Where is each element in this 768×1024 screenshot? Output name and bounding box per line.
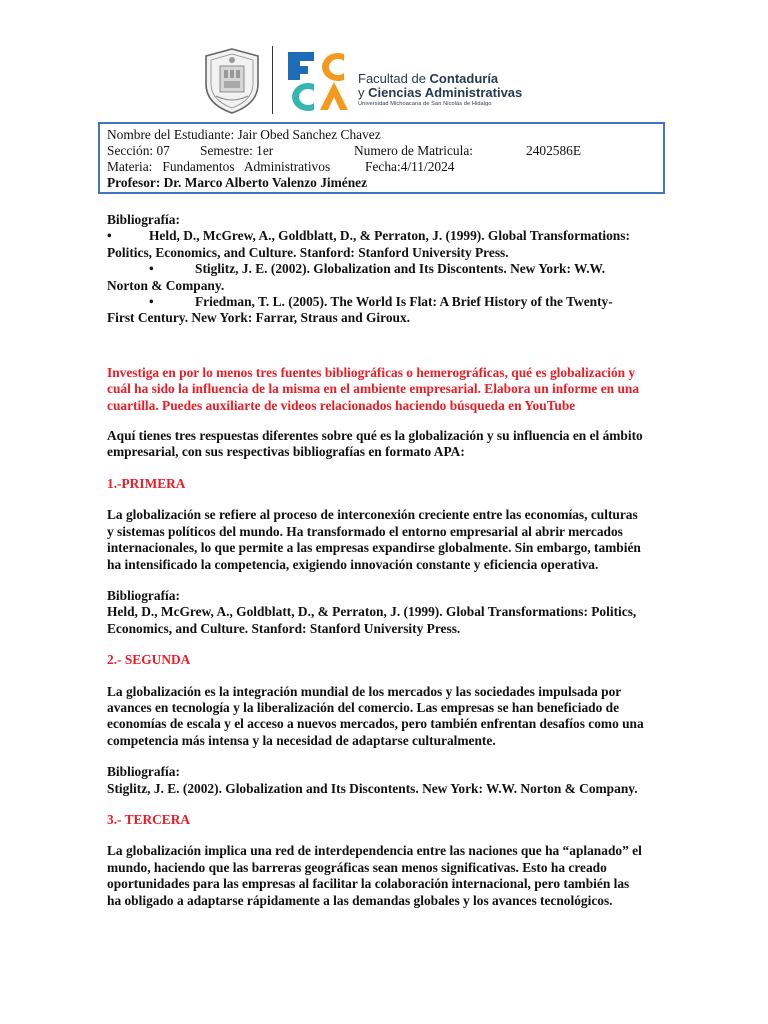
section1-line2: y sistemas políticos del mundo. Ha transformado el entorno empresarial al abrir mercados — [107, 523, 623, 539]
section: Sección: 07 — [107, 143, 170, 158]
section2-line3: economías de escala y el acceso a nuevos mercados, pero también enfrentan desafíos como una — [107, 716, 644, 732]
bib-top-ref1-line1 — [107, 228, 667, 244]
matricula-label: Numero de Matricula: — [354, 143, 473, 158]
section-row — [107, 143, 663, 159]
subject: Materia: Fundamentos Administrativos — [107, 159, 331, 174]
section1-line4: ha intensificado la competencia, exigiendo innovación constante y eficiencia operativa. — [107, 556, 599, 572]
section2-bib-line1: Stiglitz, J. E. (2002). Globalization and Its Discontents. New York: W.W. Norton & Company. — [107, 780, 638, 796]
faculty-line2-normal: y — [358, 85, 369, 100]
bullet: • — [149, 294, 154, 310]
bib-top-title: Bibliografía: — [107, 212, 180, 227]
bib-top-ref2-line1 — [107, 261, 667, 277]
fcca-logo-icon — [286, 50, 354, 112]
student-name: Nombre del Estudiante: Jair Obed Sanchez Chavez — [107, 127, 381, 142]
student-info-box — [98, 122, 665, 194]
section2-line4: competencia más intensa y la necesidad de adaptarse culturalmente. — [107, 732, 496, 748]
section1-bib-line2: Economics, and Culture. Stanford: Stanford University Press. — [107, 620, 461, 636]
ref3-text: Friedman, T. L. (2005). The World Is Flat: A Brief History of the Twenty- — [195, 294, 613, 310]
matricula-value: 2402586E — [526, 143, 582, 158]
section1-bib-title: Bibliografía: — [107, 587, 180, 603]
section1-heading: 1.-PRIMERA — [107, 475, 186, 491]
document-body — [107, 212, 667, 909]
bib-top-ref3-line2: First Century. New York: Farrar, Straus and Giroux. — [107, 310, 411, 326]
section3-line3: oportunidades para las empresas al facilitar la colaboración internacional, pero también las — [107, 876, 630, 892]
semester: Semestre: 1er — [200, 143, 274, 158]
faculty-line1 — [358, 72, 522, 86]
section3-line4: ha obligado a adaptarse rápidamente a las demandas globales y los avances tecnológicos. — [107, 892, 613, 908]
faculty-line1-bold: Contaduría — [429, 71, 499, 86]
section1-line3: internacionales, lo que permite a las empresas expandirse globalmente. Sin embargo, también — [107, 540, 641, 556]
assignment-prompt-line1: Investiga en por lo menos tres fuentes bibliográficas o hemerográficas, qué es globalización y — [107, 364, 636, 380]
faculty-line2 — [358, 86, 522, 100]
bib-top-ref2-line2: Norton & Company. — [107, 277, 225, 293]
assignment-prompt-line2: cuál ha sido la influencia de la misma en el ambiente empresarial. Elabora un informe en una — [107, 381, 640, 397]
university-name: Universidad Michoacana de San Nicolás de Hidalgo — [358, 101, 492, 107]
assignment-prompt-line3: cuartilla. Puedes auxiliarte de videos relacionados haciendo búsqueda en YouTube — [107, 397, 576, 413]
section3-line2: mundo, haciendo que las barreras geográficas sean menos significativas. Esto ha creado — [107, 859, 607, 875]
section1-bib-line1: Held, D., McGrew, A., Goldblatt, D., & Perraton, J. (1999). Global Transformations: Politics, — [107, 604, 637, 620]
bib-top-ref3-line1 — [107, 294, 667, 310]
section2-heading: 2.- SEGUNDA — [107, 652, 191, 668]
faculty-line1-normal: Facultad de — [358, 71, 430, 86]
intro-line1: Aquí tienes tres respuestas diferentes sobre qué es la globalización y su influencia en el ámbito — [107, 428, 643, 444]
professor: Profesor: Dr. Marco Alberto Valenzo Jiménez — [107, 175, 368, 190]
section1-line1: La globalización se refiere al proceso de interconexión creciente entre las economías, culturas — [107, 507, 638, 523]
section2-line1: La globalización es la integración mundial de los mercados y las sociedades impulsada por — [107, 683, 622, 699]
bullet: • — [149, 261, 154, 277]
section3-heading: 3.- TERCERA — [107, 811, 191, 827]
faculty-line2-bold: Ciencias Administrativas — [368, 85, 523, 100]
faculty-name — [358, 72, 522, 108]
section2-line2: avances en tecnología y la liberalización del comercio. Las empresas se han beneficiado de — [107, 699, 620, 715]
ref1-text: Held, D., McGrew, A., Goldblatt, D., & Perraton, J. (1999). Global Transformations: — [149, 228, 630, 244]
section3-line1: La globalización implica una red de interdependencia entre las naciones que ha “aplanado” el — [107, 843, 642, 859]
section2-bib-title: Bibliografía: — [107, 764, 180, 780]
bullet: • — [107, 228, 112, 244]
ref2-text: Stiglitz, J. E. (2002). Globalization and Its Discontents. New York: W.W. — [195, 261, 606, 277]
date: Fecha:4/11/2024 — [365, 159, 455, 174]
header-divider — [272, 46, 273, 114]
subject-row — [107, 159, 663, 175]
intro-line2: empresarial, con sus respectivas bibliografías en formato APA: — [107, 444, 465, 460]
university-seal-icon — [200, 46, 264, 116]
document-header — [200, 44, 540, 116]
bib-top-ref1-line2: Politics, Economics, and Culture. Stanford: Stanford University Press. — [107, 244, 509, 260]
